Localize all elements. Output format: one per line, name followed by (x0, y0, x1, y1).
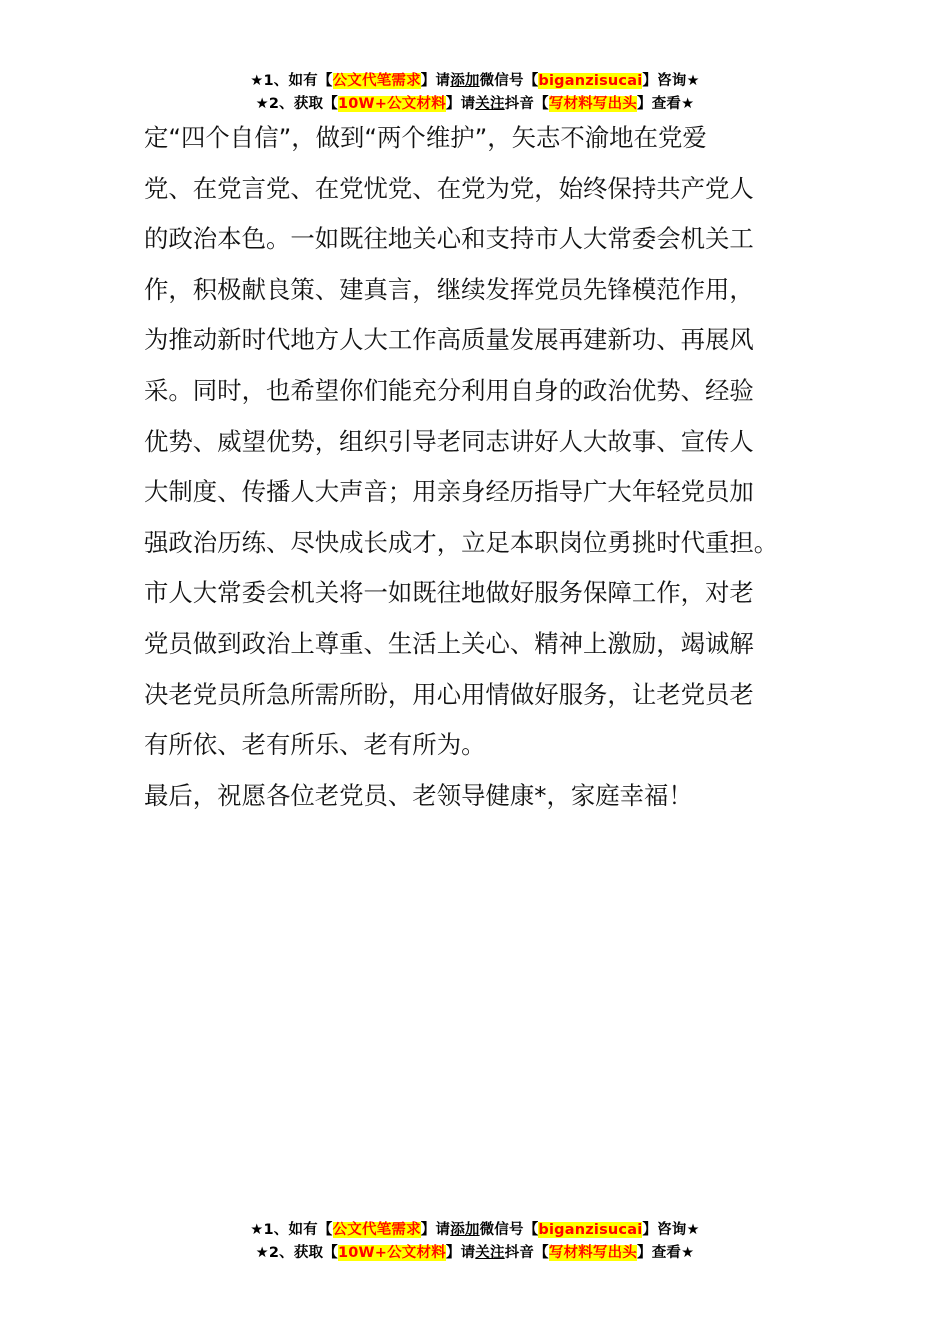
banner-text: 微信号【 (479, 73, 539, 89)
banner-underline: 关注 (475, 96, 505, 112)
banner-text: 】查看★ (637, 1245, 695, 1261)
closing-line: 最后，祝愿各位老党员、老领导健康*，家庭幸福！ (144, 780, 693, 810)
banner-text: 抖音【 (504, 96, 549, 112)
banner-text: 】查看★ (637, 96, 695, 112)
banner-line-2 (0, 1242, 950, 1265)
banner-text: 】请 (420, 73, 451, 89)
banner-highlight: biganzisucai (538, 1222, 643, 1238)
banner-text: ★1、如有【 (250, 1222, 333, 1238)
banner-text: ★2、获取【 (255, 96, 338, 112)
banner-highlight: 公文代笔需求 (332, 73, 421, 89)
banner-text: 】请 (445, 96, 476, 112)
body-line: 有所依、老有所乐、老有所为。 (144, 730, 486, 760)
banner-text: 抖音【 (504, 1245, 549, 1261)
banner-text: ★1、如有【 (250, 73, 333, 89)
banner-text: ★2、获取【 (255, 1245, 338, 1261)
body-line: 的政治本色。一如既往地关心和支持市人大常委会机关工 (144, 224, 754, 254)
body-line: 党、在党言党、在党忧党、在党为党，始终保持共产党人 (144, 173, 754, 203)
body-line: 采。同时，也希望你们能充分利用自身的政治优势、经验 (144, 375, 754, 405)
banner-underline: 添加 (450, 1222, 480, 1238)
banner-underline: 关注 (475, 1245, 505, 1261)
banner-text: 微信号【 (479, 1222, 539, 1238)
banner-text: 】咨询★ (642, 73, 700, 89)
banner-underline: 添加 (450, 73, 480, 89)
banner-line-1 (0, 70, 950, 93)
banner-text: 】请 (420, 1222, 451, 1238)
banner-highlight: 10W+公文材料 (337, 96, 446, 112)
banner-text: 】请 (445, 1245, 476, 1261)
body-line: 作，积极献良策、建真言，继续发挥党员先锋模范作用， (144, 274, 754, 304)
body-line: 定“四个自信”，做到“两个维护”，矢志不渝地在党爱 (144, 123, 707, 152)
body-line: 为推动新时代地方人大工作高质量发展再建新功、再展风 (144, 325, 754, 355)
body-line: 市人大常委会机关将一如既往地做好服务保障工作，对老 (144, 578, 754, 608)
body-line: 强政治历练、尽快成长成才，立足本职岗位勇挑时代重担。 (144, 527, 779, 557)
banner-highlight: 公文代笔需求 (332, 1222, 421, 1238)
body-line: 优势、威望优势，组织引导老同志讲好人大故事、宣传人 (144, 426, 754, 456)
body-line: 决老党员所急所需所盼，用心用情做好服务，让老党员老 (144, 679, 754, 709)
footer-banner (0, 1219, 950, 1265)
banner-highlight: 写材料写出头 (548, 1245, 638, 1261)
banner-text: 】咨询★ (642, 1222, 700, 1238)
document-body (144, 113, 804, 821)
banner-highlight: 10W+公文材料 (337, 1245, 446, 1261)
body-line: 党员做到政治上尊重、生活上关心、精神上激励，竭诚解 (144, 628, 754, 658)
banner-highlight: 写材料写出头 (548, 96, 638, 112)
banner-highlight: biganzisucai (538, 73, 643, 89)
header-banner (0, 70, 950, 116)
body-line: 大制度、传播人大声音；用亲身经历指导广大年轻党员加 (144, 477, 754, 507)
banner-line-1 (0, 1219, 950, 1242)
